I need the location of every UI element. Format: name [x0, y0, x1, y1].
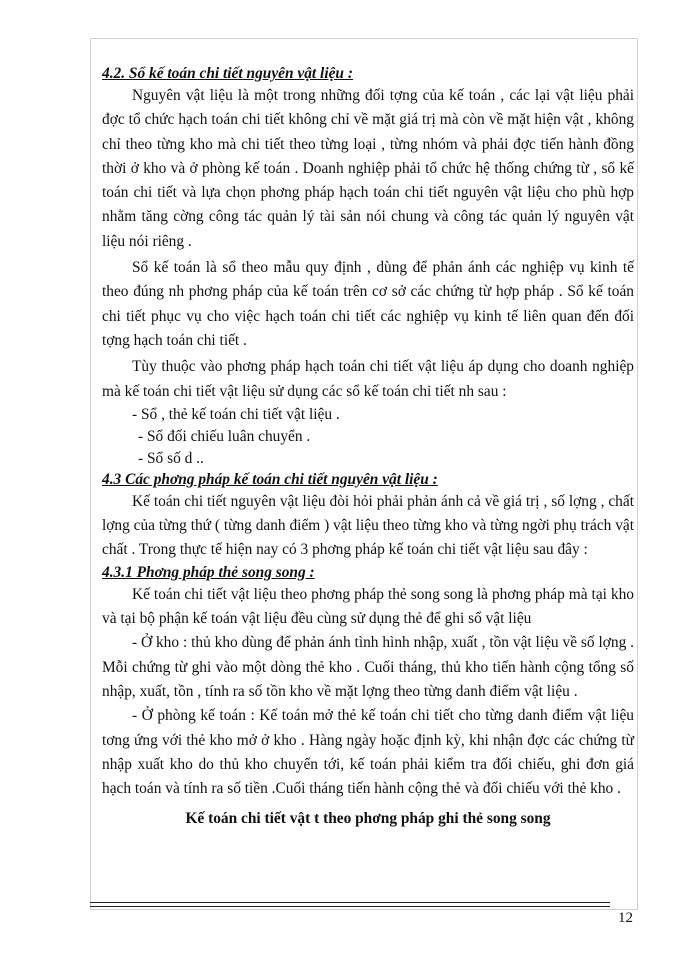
paragraph: Sổ kế toán là sổ theo mẫu quy định , dùng để phản ánh các nghiệp vụ kinh tế theo đúng nh phơng pháp của kế toán trên cơ sở các chứng từ hợp pháp . Sổ kế toán chi tiết phục vụ cho việc hạch toán chi tiết các nghiệp vụ kinh tế liên quan đến đối tợng hạch toán chi tiết . — [102, 259, 634, 349]
section-heading-4-3-1: 4.3.1 Phơng pháp thẻ song song : — [102, 563, 315, 581]
footer-rule — [90, 902, 610, 903]
list-item: - Sổ số d .. — [138, 449, 204, 467]
paragraph: - Ở kho : thủ kho dùng để phản ánh tình hình nhập, xuất , tồn vật liệu về số lợng . Mỗi chứng từ ghi vào một dòng thẻ kho . Cuối tháng, thủ kho tiến hành cộng tổng số nhập, xuất, tồn , tính ra số tồn kho về mặt lợng theo từng danh điểm vật liệu . — [102, 634, 634, 700]
footer-rule — [90, 906, 610, 907]
paragraph: Kế toán chi tiết nguyên vật liệu đòi hỏi phải phản ánh cả về giá trị , số lợng , chất lợng của từng thứ ( từng danh điểm ) vật liệu theo từng kho và từng ngời phụ trách vật chất . Trong thực tế hiện nay có 3 phơng pháp kế toán chi tiết vật liệu sau đây : — [102, 492, 634, 559]
document-body — [102, 64, 634, 831]
paragraph: - Ở phòng kế toán : Kế toán mở thẻ kế toán chi tiết cho từng danh điểm vật liệu tơng ứng với thẻ kho mở ở kho . Hàng ngày hoặc định kỳ, khi nhận đợc các chứng từ nhập xuất kho do thủ kho chuyển tới, kế toán phải kiểm tra đối chiếu, ghi đơn giá hạch toán và tính ra số tiền .Cuối tháng tiến hành cộng thẻ và đối chiếu với thẻ kho . — [102, 707, 634, 798]
section-heading-4-3: 4.3 Các phơng pháp kế toán chi tiết nguyên vật liệu : — [102, 470, 438, 488]
list-item: - Sổ đối chiếu luân chuyển . — [138, 427, 311, 445]
paragraph: Kế toán chi tiết vật liệu theo phơng pháp thẻ song song là phơng pháp mà tại kho và tại bộ phận kế toán vật liệu đều cùng sử dụng thẻ để ghi sổ vật liệu — [102, 585, 634, 628]
figure-caption: Kế toán chi tiết vật t theo phơng pháp ghi thẻ song song — [185, 810, 551, 828]
page-number: 12 — [618, 910, 633, 926]
paragraph: Nguyên vật liệu là một trong những đối tợng của kế toán , các lại vật liệu phải đợc tổ chức hạch toán chi tiết không chỉ về mặt giá trị mà còn về mặt hiện vật , không chỉ theo từng kho mà chi tiết theo từng loại , từng nhóm và phải đợc tiến hành đồng thời ở kho và ở phòng kế toán . Doanh nghiệp phải tổ chức hệ thống chứng từ , sổ kế toán chi tiết và lựa chọn phơng pháp hạch toán chi tiết nguyên vật liệu cho phù hợp nhằm tăng cờng công tác quản lý tài sản nói chung và công tác quản lý nguyên vật liệu nói riêng . — [102, 87, 634, 250]
paragraph: Tùy thuộc vào phơng pháp hạch toán chi tiết vật liệu áp dụng cho doanh nghiệp mà kế toán chi tiết vật liệu sử dụng các sổ kế toán chi tiết nh sau : — [102, 358, 634, 400]
list-item: - Sổ , thẻ kế toán chi tiết vật liệu . — [132, 405, 340, 423]
section-heading-4-2: 4.2. Sổ kế toán chi tiết nguyên vật liệu : — [102, 65, 353, 82]
